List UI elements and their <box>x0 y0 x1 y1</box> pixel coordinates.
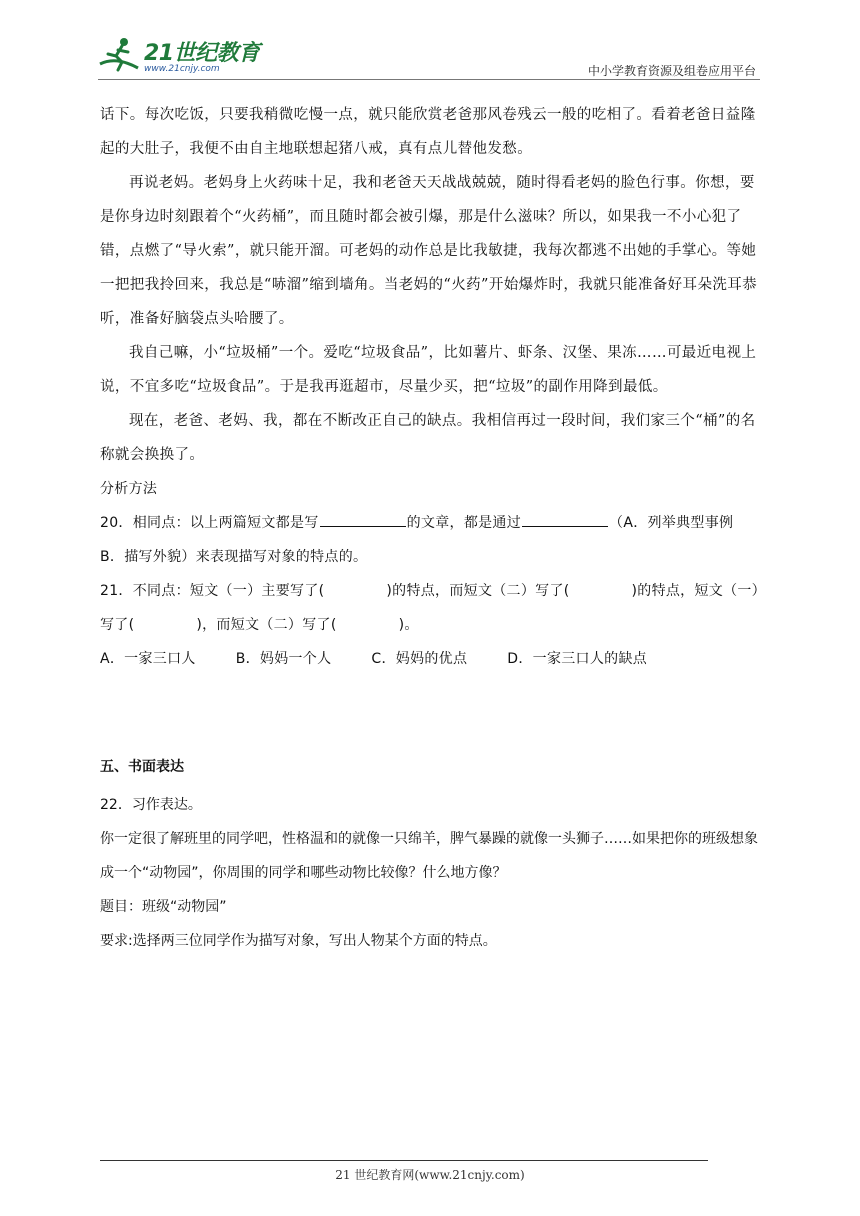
logo <box>98 34 268 76</box>
question-22: 22．习作表达。 <box>100 797 202 813</box>
q20-blank-1[interactable] <box>320 512 406 527</box>
essay-paragraph: 现在，老爸、老妈、我，都在不断改正自己的缺点。我相信再过一段时间，我们家三个“桶”的名称就会换换了。 <box>100 413 756 463</box>
question-20 <box>100 506 762 574</box>
question-21 <box>100 574 762 642</box>
footer-divider <box>100 1160 708 1161</box>
option-c[interactable]: C．妈妈的优点 <box>371 651 468 667</box>
page-header <box>98 30 760 80</box>
q20-blank-2[interactable] <box>522 512 608 527</box>
q20-text-c: （A．列举典型事例 B．描写外貌）来表现描写对象的特点的。 <box>100 515 748 565</box>
footer-text: 21 世纪教育网(www.21cnjy.com) <box>335 1168 525 1182</box>
q21-text-d: )，而短文（二）写了( <box>196 617 337 633</box>
essay-text <box>100 98 762 472</box>
q20-text-a: 20．相同点：以上两篇短文都是写 <box>100 515 319 531</box>
q21-text-a: 21．不同点：短文（一）主要写了( <box>100 583 325 599</box>
essay-paragraph: 我自己嘛，小“垃圾桶”一个。爱吃“垃圾食品”，比如薯片、虾条、汉堡、果冻……可最近电视上说，不宜多吃“垃圾食品”。于是我再逛超市，尽量少买，把“垃圾”的副作用降到最低。 <box>100 345 757 395</box>
q21-text-c: )的特点，短文（一）写了( <box>100 583 759 633</box>
writing-requirement: 要求:选择两三位同学作为描写对象，写出人物某个方面的特点。 <box>100 933 497 949</box>
q21-text-b: )的特点，而短文（二）写了( <box>386 583 570 599</box>
essay-paragraph: 话下。每次吃饭，只要我稍微吃慢一点，就只能欣赏老爸那风卷残云一般的吃相了。看着老爸日益隆起的大肚子，我便不由自主地联想起猪八戒，真有点儿替他发愁。 <box>100 107 756 157</box>
q20-text-b: 的文章，都是通过 <box>406 515 522 531</box>
logo-text: 21世纪教育 <box>144 41 260 66</box>
option-d[interactable]: D．一家三口人的缺点 <box>507 651 648 667</box>
runner-logo-icon <box>98 34 142 76</box>
questions <box>100 472 762 676</box>
option-a[interactable]: A．一家三口人 <box>100 651 196 667</box>
option-b[interactable]: B．妈妈一个人 <box>235 651 332 667</box>
method-label: 分析方法 <box>100 481 158 497</box>
essay-paragraph: 再说老妈。老妈身上火药味十足，我和老爸天天战战兢兢，随时得看老妈的脸色行事。你想，要是你身边时刻跟着个“火药桶”，而且随时都会被引爆，那是什么滋味？所以，如果我一不小心犯了错，点燃了“导火索”，就只能开溜。可老妈的动作总是比我敏捷，我每次都逃不出她的手掌心。等她一把把我拎回来，我总是“哧溜”缩到墙角。当老妈的“火药”开始爆炸时，我就只能准备好耳朵洗耳恭听，准备好脑袋点头哈腰了。 <box>100 175 758 327</box>
writing-prompt: 你一定很了解班里的同学吧，性格温和的就像一只绵羊，脾气暴躁的就像一头狮子……如果把你的班级想象成一个“动物园”，你周围的同学和哪些动物比较像？什么地方像？ <box>100 831 758 881</box>
q21-text-e: )。 <box>398 617 419 633</box>
section-title: 五、书面表达 <box>100 759 184 775</box>
writing-section <box>100 788 762 958</box>
platform-name: 中小学教育资源及组卷应用平台 <box>587 64 756 78</box>
logo-url: www.21cnjy.com <box>144 64 220 74</box>
writing-topic: 题目：班级“动物园” <box>100 899 227 915</box>
answer-options <box>100 642 762 676</box>
header-divider <box>98 79 760 80</box>
